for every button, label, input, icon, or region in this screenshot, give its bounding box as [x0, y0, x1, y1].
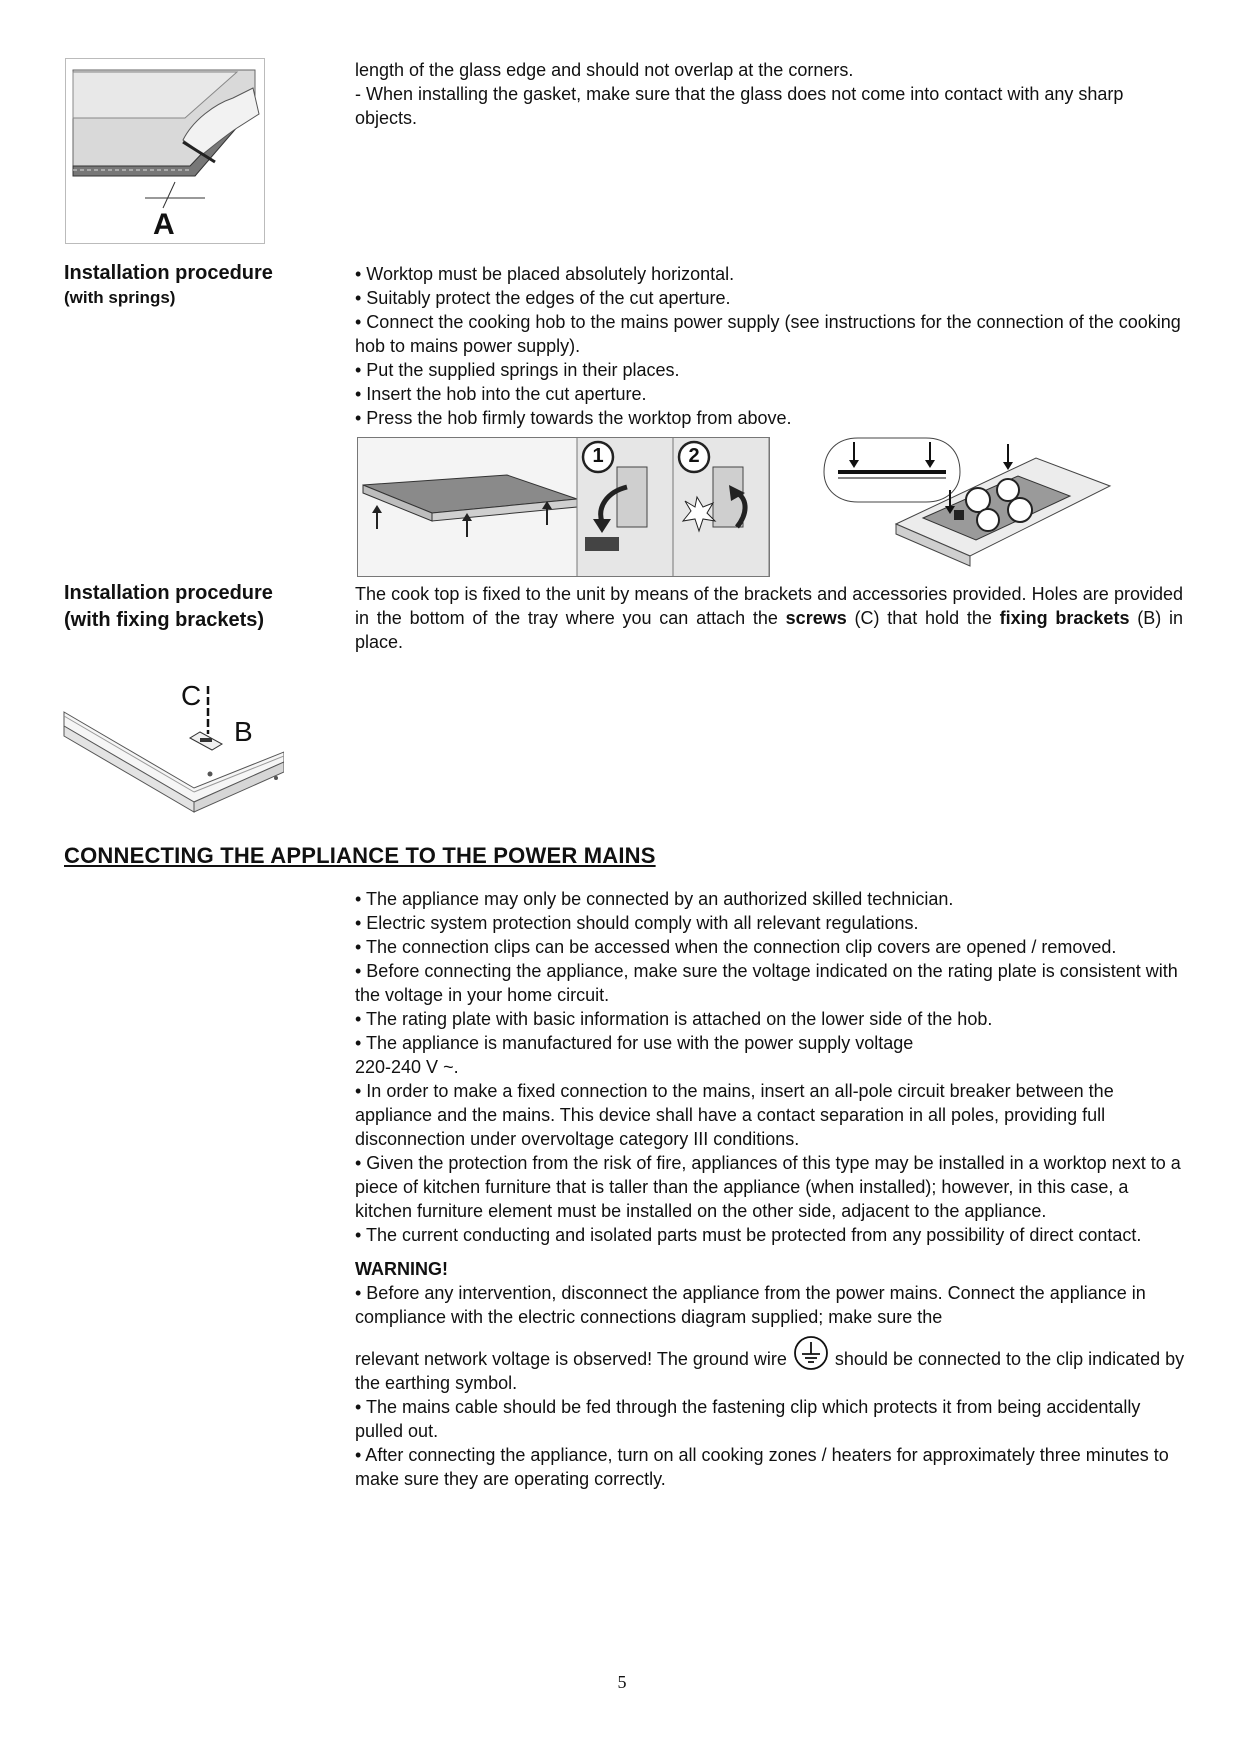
fixing-brackets-term: fixing brackets [999, 608, 1130, 628]
connection-list [355, 887, 1190, 1491]
springs-subheading: (with springs) [64, 288, 176, 307]
brackets-heading-line-1: Installation procedure [64, 582, 273, 604]
springs-heading-block [64, 260, 334, 309]
list-item: • Connect the cooking hob to the mains power supply (see instructions for the connection of the cooking hob to mains power supply). [355, 312, 1181, 356]
intro-line-2: - When installing the gasket, make sure that the glass does not come into contact with any sharp objects. [355, 84, 1124, 128]
page-number: 5 [617, 1672, 627, 1692]
list-item: • Put the supplied springs in their places. [355, 360, 680, 380]
brackets-text-part-1: The cook top is fixed to the unit by means of the brackets and accessories provided. Holes are provided in the bottom of the tray where you can attach the [355, 584, 1183, 628]
intro-text [355, 58, 1180, 130]
brackets-heading-line-2: (with fixing brackets) [64, 609, 265, 631]
list-item: • After connecting the appliance, turn on all cooking zones / heaters for approximately three minutes to make sure they are operating correctly. [355, 1445, 1169, 1489]
list-item: • The mains cable should be fed through the fastening clip which protects it from being accidentally pulled out. [355, 1397, 1141, 1441]
list-item: • Suitably protect the edges of the cut aperture. [355, 288, 731, 308]
list-item: • Given the protection from the risk of fire, appliances of this type may be installed in a worktop next to a piece of kitchen furniture that is taller than the appliance (when installed); however, in this case, a kitchen furniture element must be installed on the other side, adjacent to the appliance. [355, 1153, 1181, 1221]
brackets-text-part-2: (C) that hold the [846, 608, 1000, 628]
step-1-label: 1 [592, 445, 604, 467]
list-item: • The appliance may only be connected by an authorized skilled technician. [355, 889, 954, 909]
list-item: • In order to make a fixed connection to the mains, insert an all-pole circuit breaker between the appliance and the mains. This device shall have a contact separation in all poles, providing full disconnection under overvoltage category III conditions. [355, 1081, 1114, 1149]
screws-term: screws [785, 608, 847, 628]
list-item: • The appliance is manufactured for use with the power supply voltage [355, 1033, 914, 1053]
brackets-heading [64, 580, 334, 634]
ground-icon [793, 1335, 829, 1371]
brackets-figure [62, 680, 284, 828]
figure-label-a: A [153, 208, 175, 241]
springs-heading: Installation procedure [64, 262, 273, 284]
warning-text-2b: should be connected to the clip indicated by the earthing symbol. [355, 1349, 1185, 1393]
brackets-text-part-3: (B) in place. [355, 608, 1183, 652]
intro-line-1: length of the glass edge and should not overlap at the corners. [355, 60, 854, 80]
springs-figure [357, 437, 770, 577]
brackets-text [355, 582, 1183, 654]
springs-list [355, 262, 1190, 430]
figure-label-b: B [234, 716, 253, 747]
list-item: • Worktop must be placed absolutely horizontal. [355, 264, 735, 284]
warning-title: WARNING! [355, 1259, 448, 1279]
list-item: • Electric system protection should comply with all relevant regulations. [355, 913, 919, 933]
list-item: • The current conducting and isolated parts must be protected from any possibility of direct contact. [355, 1225, 1142, 1245]
list-item: • Insert the hob into the cut aperture. [355, 384, 647, 404]
list-item: • Press the hob firmly towards the worktop from above. [355, 408, 792, 428]
list-item: • The rating plate with basic information is attached on the lower side of the hob. [355, 1009, 993, 1029]
list-item: • Before connecting the appliance, make sure the voltage indicated on the rating plate is consistent with the voltage in your home circuit. [355, 961, 1178, 1005]
figure-label-c: C [181, 680, 202, 711]
list-item: 220-240 V ~. [355, 1057, 459, 1077]
gasket-figure [65, 58, 265, 244]
list-item: • The connection clips can be accessed when the connection clip covers are opened / removed. [355, 937, 1117, 957]
step-2-label: 2 [688, 445, 700, 467]
hob-press-figure [818, 432, 1118, 572]
warning-text-1: • Before any intervention, disconnect the appliance from the power mains. Connect the appliance in compliance with the electric connections diagram supplied; make sure the [355, 1283, 1146, 1327]
warning-text-2a: relevant network voltage is observed! The ground wire [355, 1349, 787, 1369]
warning-text-2 [355, 1335, 1190, 1395]
section-title: CONNECTING THE APPLIANCE TO THE POWER MAINS [64, 843, 656, 868]
